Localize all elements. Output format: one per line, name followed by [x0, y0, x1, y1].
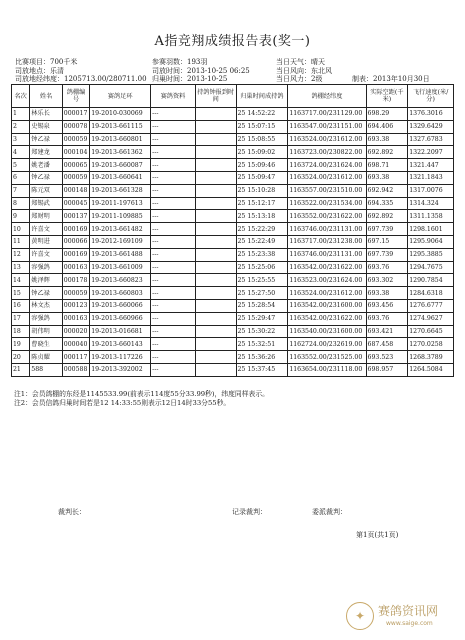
cell-return-time: 25 15:23:38 [236, 248, 288, 261]
cell-loft-coords: 1163542.00/231600.00 [288, 299, 366, 312]
cell-name: 郑建龙 [30, 146, 63, 159]
cell-pigeon-info: --- [151, 159, 196, 172]
cell-loft-id: 000137 [62, 210, 89, 223]
cell-clock-time [195, 223, 236, 236]
cell-rank: 2 [12, 120, 30, 133]
cell-clock-time [195, 210, 236, 223]
header-clock-time: 持鸽钟报到时间 [195, 85, 236, 108]
cell-name: 钟乙禄 [30, 171, 63, 184]
cell-loft-coords: 1163552.00/231622.00 [288, 210, 366, 223]
cell-clock-time [195, 287, 236, 300]
cell-rank: 13 [12, 261, 30, 274]
cell-distance: 693.38 [366, 133, 408, 146]
cell-ring: 19-2013-660143 [90, 338, 151, 351]
cell-pigeon-info: --- [151, 223, 196, 236]
cell-rank: 18 [12, 325, 30, 338]
cell-return-time: 25 15:22:29 [236, 223, 288, 236]
table-row [12, 108, 454, 121]
cell-speed: 1290.7854 [408, 274, 454, 287]
table-row [12, 274, 454, 287]
cell-rank: 7 [12, 184, 30, 197]
cell-pigeon-info: --- [151, 261, 196, 274]
cell-rank: 6 [12, 171, 30, 184]
cell-clock-time [195, 299, 236, 312]
cell-return-time: 25 15:30:22 [236, 325, 288, 338]
cell-distance: 693.523 [366, 351, 408, 364]
cell-ring: 19-2013-661488 [90, 248, 151, 261]
cell-clock-time [195, 171, 236, 184]
cell-clock-time [195, 159, 236, 172]
cell-name: 许喜文 [30, 223, 63, 236]
header-rank: 名次 [12, 85, 30, 108]
cell-loft-id: 000117 [62, 351, 89, 364]
cell-ring: 19-2013-660087 [90, 159, 151, 172]
cell-name: 郑财明 [30, 210, 63, 223]
header-ring: 赛鸽足环 [90, 85, 151, 108]
cell-loft-id: 000163 [62, 261, 89, 274]
cell-rank: 21 [12, 363, 30, 376]
cell-name: 林文杰 [30, 299, 63, 312]
cell-clock-time [195, 248, 236, 261]
cell-speed: 1314.324 [408, 197, 454, 210]
cell-ring: 19-2010-030069 [90, 108, 151, 121]
cell-clock-time [195, 120, 236, 133]
cell-rank: 16 [12, 299, 30, 312]
cell-rank: 9 [12, 210, 30, 223]
cell-pigeon-info: --- [151, 287, 196, 300]
results-table [11, 84, 454, 377]
cell-name: 林乐长 [30, 108, 63, 121]
cell-rank: 10 [12, 223, 30, 236]
cell-speed: 1284.6318 [408, 287, 454, 300]
cell-distance: 693.76 [366, 312, 408, 325]
cell-clock-time [195, 351, 236, 364]
cell-speed: 1321.1843 [408, 171, 454, 184]
cell-speed: 1264.5084 [408, 363, 454, 376]
cell-distance: 697.739 [366, 223, 408, 236]
info-col-1 [15, 58, 147, 84]
cell-rank: 11 [12, 235, 30, 248]
cell-return-time: 25 15:09:47 [236, 171, 288, 184]
cell-ring: 19-2013-661362 [90, 146, 151, 159]
cell-speed: 1270.6645 [408, 325, 454, 338]
table-row [12, 312, 454, 325]
cell-ring: 19-2013-660803 [90, 287, 151, 300]
cell-pigeon-info: --- [151, 338, 196, 351]
cell-loft-coords: 1163524.00/231612.00 [288, 171, 366, 184]
cell-name: 588 [30, 363, 63, 376]
cell-clock-time [195, 325, 236, 338]
cell-name: 许喜文 [30, 248, 63, 261]
cell-return-time: 25 15:12:17 [236, 197, 288, 210]
cell-ring: 19-2013-392002 [90, 363, 151, 376]
cell-pigeon-info: --- [151, 363, 196, 376]
cell-name: 陈元双 [30, 184, 63, 197]
cell-distance: 692.942 [366, 184, 408, 197]
header-loft-id: 鸽棚编号 [62, 85, 89, 108]
cell-speed: 1294.7675 [408, 261, 454, 274]
cell-loft-id: 000169 [62, 223, 89, 236]
cell-loft-coords: 1163542.00/231622.00 [288, 312, 366, 325]
info-prepared-date: 制表：2013年10月30日 [352, 75, 430, 83]
table-row [12, 325, 454, 338]
cell-name: 胡伟明 [30, 325, 63, 338]
cell-loft-id: 000169 [62, 248, 89, 261]
info-col-3 [276, 58, 332, 84]
notes [14, 390, 269, 408]
site-watermark [346, 600, 458, 632]
cell-ring: 19-2013-660801 [90, 133, 151, 146]
cell-ring: 19-2013-016681 [90, 325, 151, 338]
table-row [12, 146, 454, 159]
cell-clock-time [195, 363, 236, 376]
cell-return-time: 25 14:52:22 [236, 108, 288, 121]
table-row [12, 120, 454, 133]
cell-distance: 693.38 [366, 171, 408, 184]
signature-recorder: 记录裁判： [232, 508, 267, 516]
cell-loft-coords: 1163724.00/231624.00 [288, 159, 366, 172]
cell-name: 容强鸽 [30, 312, 63, 325]
info-weather: 当日天气：晴天 [276, 58, 325, 66]
cell-loft-id: 000045 [62, 197, 89, 210]
cell-distance: 694.406 [366, 120, 408, 133]
cell-pigeon-info: --- [151, 171, 196, 184]
cell-rank: 15 [12, 287, 30, 300]
cell-return-time: 25 15:32:51 [236, 338, 288, 351]
cell-loft-coords: 1163540.00/231600.00 [288, 325, 366, 338]
note-1: 注1：会员鸽棚的东经是1145533.99(前表示114度55分33.99秒)，纬度同样表示。 [14, 390, 269, 398]
cell-loft-coords: 1163524.00/231612.00 [288, 133, 366, 146]
info-release-coords: 司放地经纬度：1205713.00/280711.00 [15, 75, 147, 83]
cell-ring: 19-2013-117226 [90, 351, 151, 364]
info-wind-force: 当日风力：2级 [276, 75, 323, 83]
info-release-place: 司放地点：乐清 [15, 66, 64, 75]
cell-distance: 698.71 [366, 159, 408, 172]
table-row [12, 223, 454, 236]
table-header-row [12, 85, 454, 108]
info-return-date: 归巢时间：2013-10-25 [152, 75, 228, 83]
cell-pigeon-info: --- [151, 210, 196, 223]
cell-name: 容强鸽 [30, 261, 63, 274]
cell-distance: 693.76 [366, 261, 408, 274]
cell-name: 郑锡武 [30, 197, 63, 210]
cell-ring: 19-2012-169109 [90, 235, 151, 248]
cell-return-time: 25 15:29:47 [236, 312, 288, 325]
table-row [12, 363, 454, 376]
cell-return-time: 25 15:09:02 [236, 146, 288, 159]
cell-distance: 694.335 [366, 197, 408, 210]
cell-name: 姚老潘 [30, 159, 63, 172]
cell-rank: 12 [12, 248, 30, 261]
cell-ring: 19-2011-197613 [90, 197, 151, 210]
pigeon-logo-icon: ✦ [346, 602, 374, 630]
cell-loft-id: 000020 [62, 325, 89, 338]
cell-speed: 1270.0258 [408, 338, 454, 351]
cell-rank: 17 [12, 312, 30, 325]
cell-clock-time [195, 312, 236, 325]
cell-return-time: 25 15:25:55 [236, 274, 288, 287]
header-distance: 实际空距(千米) [366, 85, 408, 108]
cell-return-time: 25 15:09:46 [236, 159, 288, 172]
table-row [12, 184, 454, 197]
info-wind-direction: 当日风向：东北风 [276, 66, 332, 75]
cell-clock-time [195, 108, 236, 121]
table-row [12, 133, 454, 146]
cell-clock-time [195, 338, 236, 351]
cell-loft-coords: 1163557.00/231510.00 [288, 184, 366, 197]
header-pigeon-info: 赛鸽资料 [151, 85, 196, 108]
cell-distance: 687.458 [366, 338, 408, 351]
cell-loft-coords: 1163522.00/231534.00 [288, 197, 366, 210]
cell-distance: 693.456 [366, 299, 408, 312]
info-event: 比赛项目：700千米 [15, 58, 78, 66]
header-speed: 飞行速度(米/分) [408, 85, 454, 108]
cell-return-time: 25 15:27:50 [236, 287, 288, 300]
cell-loft-id: 000040 [62, 338, 89, 351]
cell-speed: 1295.3885 [408, 248, 454, 261]
cell-loft-coords: 1163547.00/231151.00 [288, 120, 366, 133]
cell-pigeon-info: --- [151, 184, 196, 197]
cell-loft-coords: 1163524.00/231612.00 [288, 287, 366, 300]
cell-speed: 1322.2097 [408, 146, 454, 159]
table-row [12, 338, 454, 351]
watermark-site-name: 赛鸽资讯网 [378, 604, 439, 618]
cell-return-time: 25 15:13:18 [236, 210, 288, 223]
cell-name: 钟乙禄 [30, 287, 63, 300]
cell-return-time: 25 15:22:49 [236, 235, 288, 248]
cell-clock-time [195, 133, 236, 146]
cell-name: 钟乙禄 [30, 133, 63, 146]
report-title: A指竞翔成绩报告表(奖一) [154, 34, 311, 49]
cell-speed: 1295.9064 [408, 235, 454, 248]
header-return-time: 归巢时间成持鸽 [236, 85, 288, 108]
cell-loft-id: 000148 [62, 184, 89, 197]
cell-ring: 19-2013-660823 [90, 274, 151, 287]
cell-pigeon-info: --- [151, 248, 196, 261]
cell-return-time: 25 15:36:26 [236, 351, 288, 364]
cell-speed: 1317.0076 [408, 184, 454, 197]
cell-loft-coords: 1163542.00/231622.00 [288, 261, 366, 274]
cell-loft-id: 000104 [62, 146, 89, 159]
watermark-site-url: www.saige.com [386, 620, 433, 627]
signature-referee: 裁判长： [58, 508, 86, 516]
cell-ring: 19-2011-109885 [90, 210, 151, 223]
cell-rank: 20 [12, 351, 30, 364]
cell-ring: 19-2013-661009 [90, 261, 151, 274]
cell-speed: 1311.1358 [408, 210, 454, 223]
cell-pigeon-info: --- [151, 235, 196, 248]
cell-ring: 19-2013-660966 [90, 312, 151, 325]
cell-pigeon-info: --- [151, 120, 196, 133]
cell-ring: 19-2013-660641 [90, 171, 151, 184]
table-row [12, 261, 454, 274]
cell-speed: 1274.9627 [408, 312, 454, 325]
cell-pigeon-info: --- [151, 299, 196, 312]
cell-rank: 4 [12, 146, 30, 159]
cell-name: 陈贞耀 [30, 351, 63, 364]
cell-loft-id: 000163 [62, 312, 89, 325]
cell-loft-id: 000066 [62, 235, 89, 248]
cell-speed: 1276.6777 [408, 299, 454, 312]
cell-speed: 1321.447 [408, 159, 454, 172]
cell-loft-id: 000059 [62, 133, 89, 146]
info-release-time: 司放时间：2013-10-25 06:25 [152, 66, 250, 75]
cell-pigeon-info: --- [151, 197, 196, 210]
cell-name: 曹晓生 [30, 338, 63, 351]
cell-clock-time [195, 184, 236, 197]
header-loft-coords: 鸽棚经纬度 [288, 85, 366, 108]
cell-loft-id: 000078 [62, 120, 89, 133]
cell-rank: 14 [12, 274, 30, 287]
cell-clock-time [195, 197, 236, 210]
cell-loft-coords: 1163746.00/231131.00 [288, 248, 366, 261]
cell-rank: 8 [12, 197, 30, 210]
cell-loft-id: 000065 [62, 159, 89, 172]
table-row [12, 235, 454, 248]
cell-pigeon-info: --- [151, 351, 196, 364]
cell-distance: 693.302 [366, 274, 408, 287]
cell-loft-id: 000059 [62, 171, 89, 184]
cell-distance: 698.29 [366, 108, 408, 121]
cell-pigeon-info: --- [151, 312, 196, 325]
cell-ring: 19-2013-661482 [90, 223, 151, 236]
cell-loft-coords: 1163723.00/230822.00 [288, 146, 366, 159]
cell-distance: 693.421 [366, 325, 408, 338]
cell-clock-time [195, 146, 236, 159]
cell-speed: 1376.3016 [408, 108, 454, 121]
cell-ring: 19-2013-661115 [90, 120, 151, 133]
cell-speed: 1327.6783 [408, 133, 454, 146]
cell-loft-id: 000017 [62, 108, 89, 121]
cell-rank: 19 [12, 338, 30, 351]
table-row [12, 299, 454, 312]
cell-loft-id: 000178 [62, 274, 89, 287]
cell-loft-coords: 1163523.00/231624.00 [288, 274, 366, 287]
page-number: 第1页(共1页) [356, 531, 399, 539]
table-row [12, 197, 454, 210]
cell-ring: 19-2013-661328 [90, 184, 151, 197]
cell-distance: 698.957 [366, 363, 408, 376]
cell-return-time: 25 15:25:06 [236, 261, 288, 274]
signature-committee: 委派裁判： [312, 508, 347, 516]
cell-rank: 3 [12, 133, 30, 146]
cell-distance: 697.739 [366, 248, 408, 261]
cell-loft-coords: 1162724.00/232619.00 [288, 338, 366, 351]
cell-distance: 692.892 [366, 210, 408, 223]
cell-pigeon-info: --- [151, 133, 196, 146]
note-2: 注2：会员信鸽归巢时间若是12 14:33:55则表示12日14时33分55秒。 [14, 399, 231, 407]
table-row [12, 159, 454, 172]
header-name: 姓名 [30, 85, 63, 108]
cell-speed: 1329.6429 [408, 120, 454, 133]
cell-ring: 19-2013-660066 [90, 299, 151, 312]
cell-pigeon-info: --- [151, 325, 196, 338]
cell-pigeon-info: --- [151, 274, 196, 287]
cell-clock-time [195, 261, 236, 274]
cell-loft-coords: 1163654.00/231118.00 [288, 363, 366, 376]
table-row [12, 248, 454, 261]
cell-rank: 1 [12, 108, 30, 121]
cell-loft-id: 000123 [62, 299, 89, 312]
cell-loft-id: 000059 [62, 287, 89, 300]
table-row [12, 171, 454, 184]
cell-speed: 1268.3789 [408, 351, 454, 364]
cell-loft-coords: 1163552.00/231525.00 [288, 351, 366, 364]
cell-pigeon-info: --- [151, 146, 196, 159]
table-row [12, 351, 454, 364]
info-entries: 参赛羽数：193羽 [152, 58, 208, 66]
cell-distance: 697.15 [366, 235, 408, 248]
cell-clock-time [195, 235, 236, 248]
cell-loft-coords: 1163746.00/231131.00 [288, 223, 366, 236]
cell-return-time: 25 15:07:15 [236, 120, 288, 133]
info-col-2 [152, 58, 250, 84]
cell-clock-time [195, 274, 236, 287]
cell-distance: 693.38 [366, 287, 408, 300]
cell-name: 黄明进 [30, 235, 63, 248]
cell-name: 史锡泉 [30, 120, 63, 133]
cell-loft-coords: 1163717.00/231238.00 [288, 235, 366, 248]
cell-distance: 692.892 [366, 146, 408, 159]
cell-return-time: 25 15:28:54 [236, 299, 288, 312]
table-row [12, 287, 454, 300]
cell-pigeon-info: --- [151, 108, 196, 121]
cell-speed: 1298.1601 [408, 223, 454, 236]
cell-loft-coords: 1163717.00/231129.00 [288, 108, 366, 121]
cell-loft-id: 000588 [62, 363, 89, 376]
cell-return-time: 25 15:37:45 [236, 363, 288, 376]
cell-return-time: 25 15:08:55 [236, 133, 288, 146]
cell-rank: 5 [12, 159, 30, 172]
table-row [12, 210, 454, 223]
cell-name: 姚泽辉 [30, 274, 63, 287]
cell-return-time: 25 15:10:28 [236, 184, 288, 197]
